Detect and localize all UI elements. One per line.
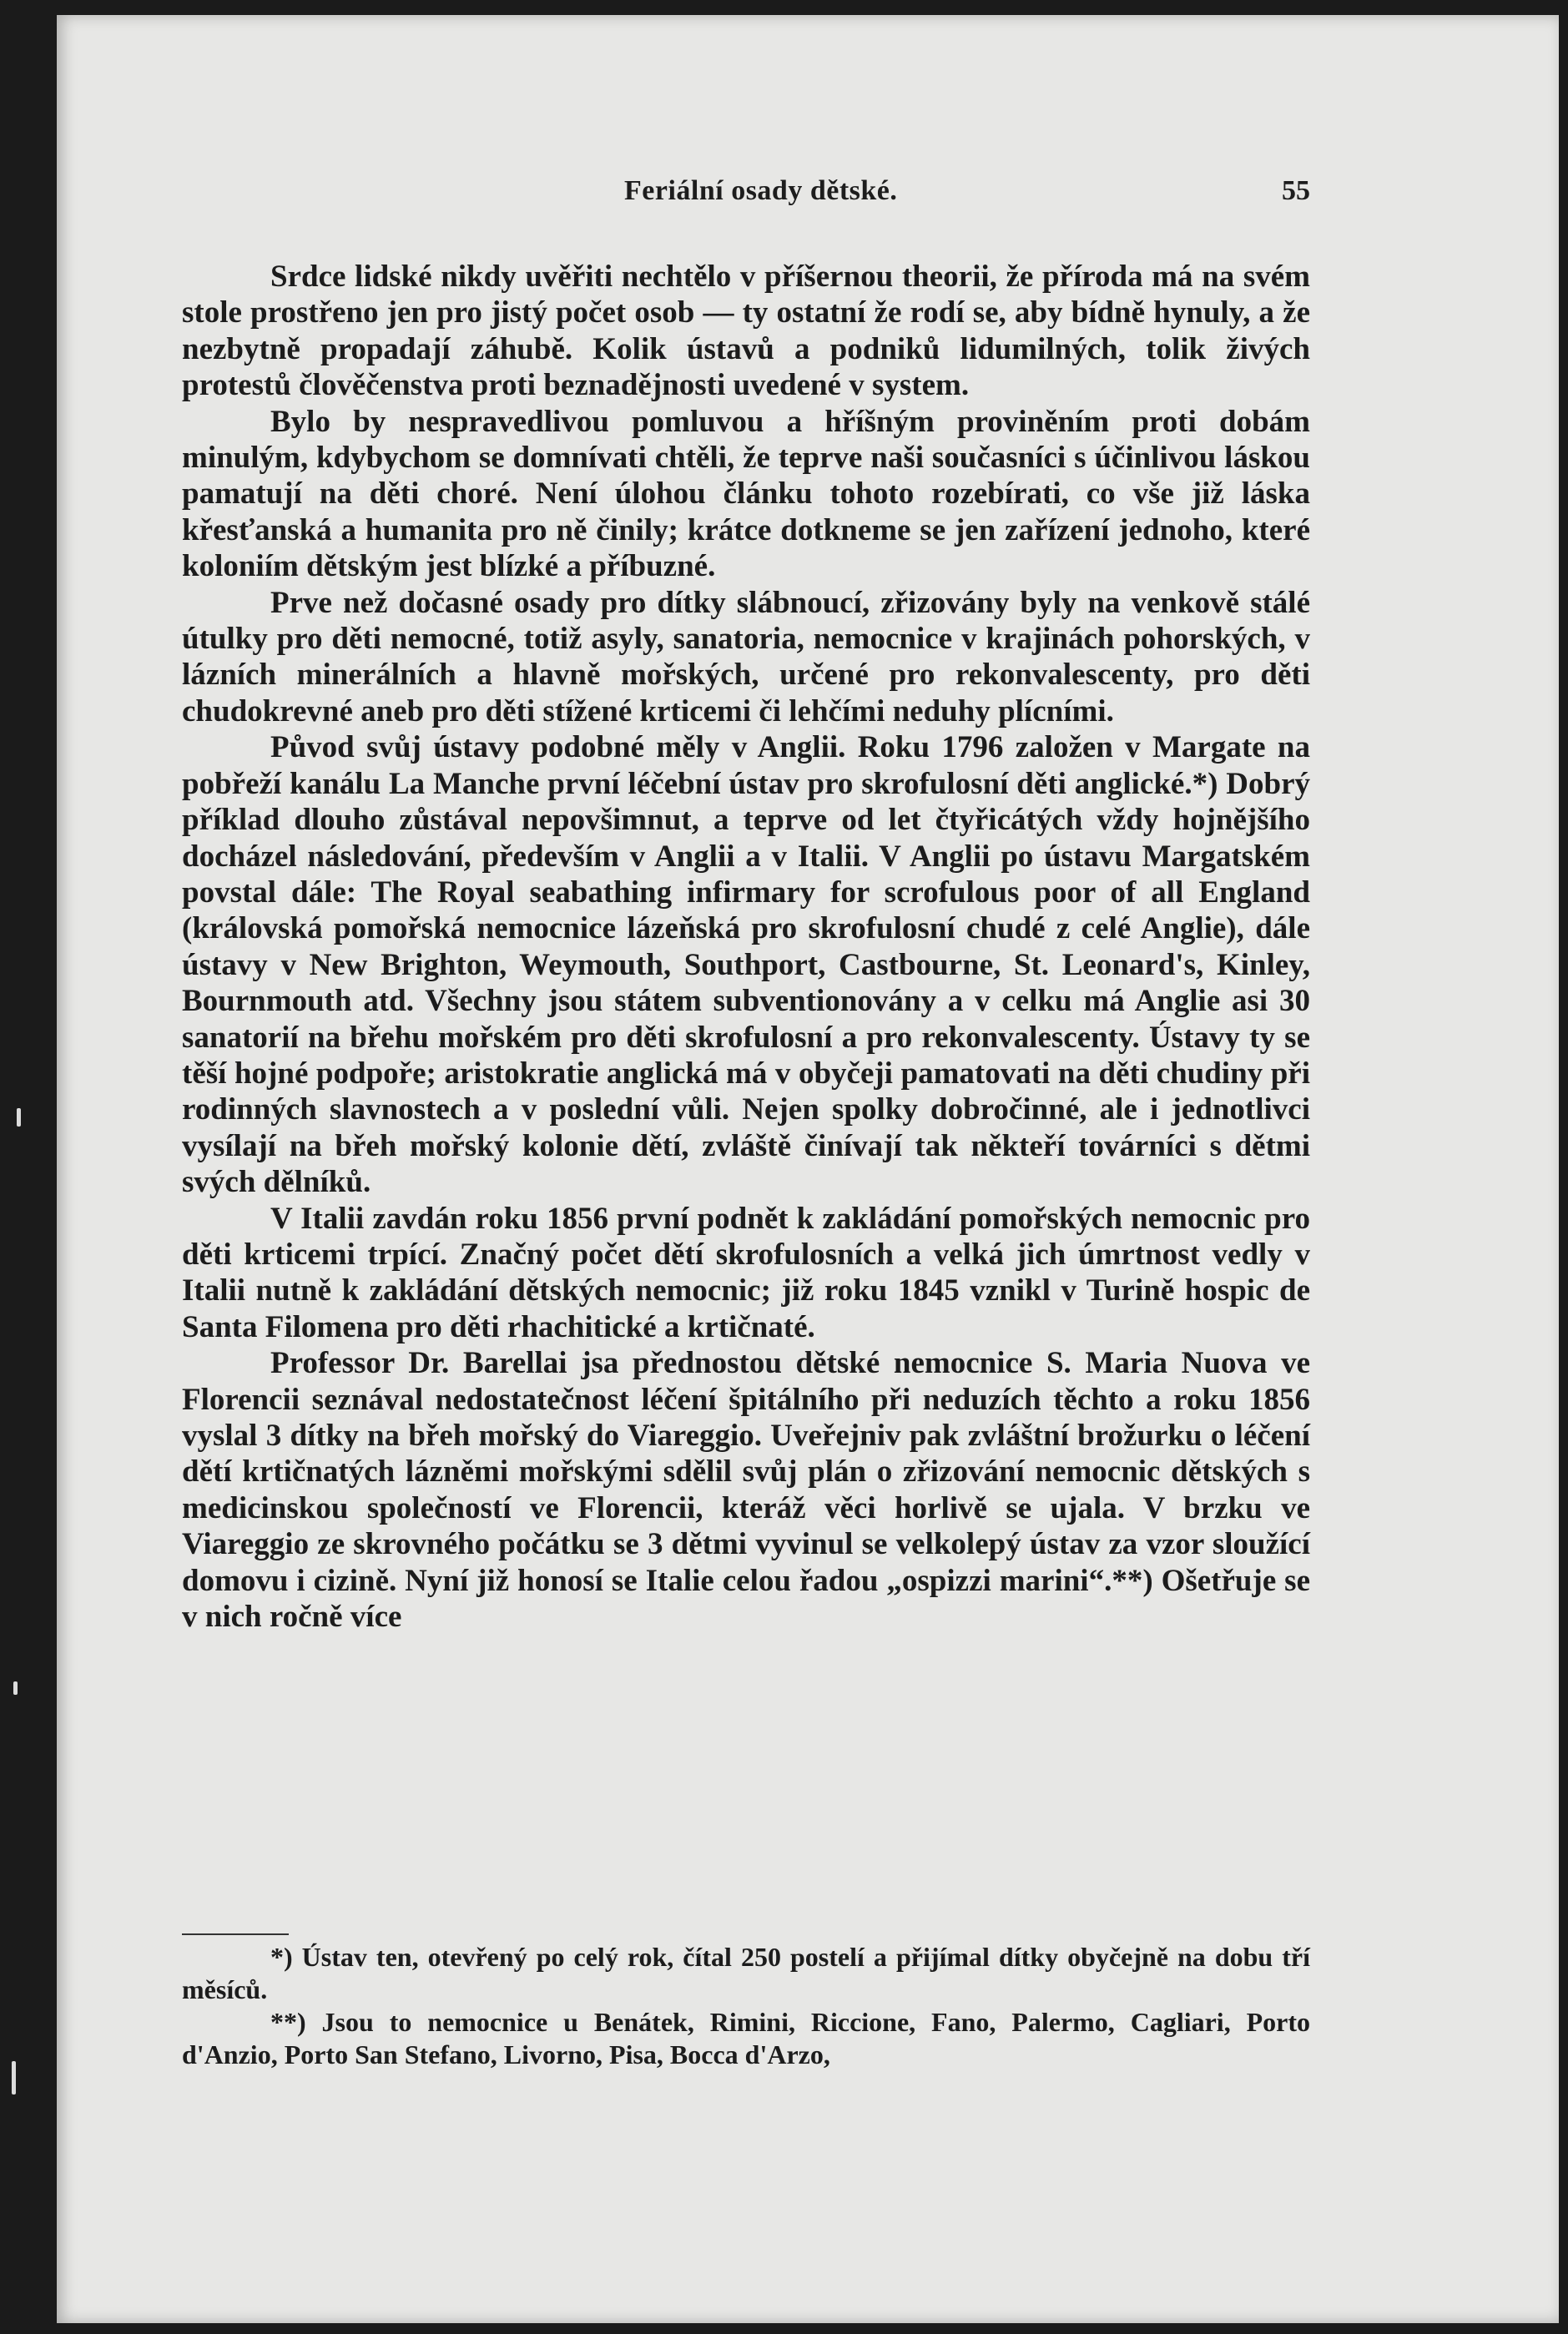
paragraph: Původ svůj ústavy podobné měly v Anglii. Roku 1796 založen v Margate na pobřeží kanálu La Manche první léčební ústav pro skrofulosní děti anglické.*) Dobrý příklad dlouho zůstával nepovšimnut, a teprve od let čtyřicátých vždy hojnějšího docházel následování, především v Anglii a v Italii. V Anglii po ústavu Margatském povstal dále: The Royal seabathing infirmary for scrofulous poor of all England (královská pomořská nemocnice lázeňská pro skrofulosní chudé z celé Anglie), dále ústavy v New Brighton, Weymouth, Southport, Castbourne, St. Leonard's, Kinley, Bournmouth atd. Všechny jsou státem subventionovány a v celku má Anglie asi 30 sanatorií na břehu mořském pro děti skrofulosní a pro rekonvalescenty. Ústavy ty se těší hojné podpoře; aristokratie anglická má v obyčeji pamatovati na děti chudiny při rodinných slavnostech a v poslední vůli. Nejen spolky dobročinné, ale i jednotlivci vysílají na břeh mořský kolonie dětí, zvláště činívají tak někteří továrníci s dětmi svých dělníků. [182,730,1310,1200]
paragraph: Professor Dr. Barellai jsa přednostou dětské nemocnice S. Maria Nuova ve Florencii seznával nedostatečnost léčení špitálního při neduzích těchto a roku 1856 vyslal 3 dítky na břeh mořský do Viareggio. Uveřejniv pak zvláštní brožurku o léčení dětí krtičnatých lázněmi mořskými sdělil svůj plán o zřizování nemocnic dětských s medicinskou společností ve Florencii, kteráž věci horlivě se ujala. V brzku ve Viareggio ze skrovného počátku se 3 dětmi vyvinul se velkolepý ústav za vzor sloužící domovu i cizině. Nyní již honosí se Italie celou řadou „ospizzi marini“.**) Ošetřuje se v nich ročně více [182,1346,1310,1635]
footnotes [182,1941,1310,2071]
paragraph: Srdce lidské nikdy uvěřiti nechtělo v příšernou theorii, že příroda má na svém stole prostřeno jen pro jistý počet osob — ty ostatní že rodí se, aby bídně hynuly, a že nezbytně propadají záhubě. Kolik ústavů a podniků lidumilných, tolik živých protestů člověčenstva proti beznadějnosti uvedené v system. [182,260,1310,403]
chapter-title: Feriální osady dětské. [624,175,898,206]
running-header [182,175,1310,217]
gutter-mark [13,1681,18,1695]
page-number: 55 [1282,175,1310,206]
paragraph: Prve než dočasné osady pro dítky slábnoucí, zřizovány byly na venkově stálé útulky pro děti nemocné, totiž asyly, sanatoria, nemocnice v krajinách pohorských, v lázních minerálních a hlavně mořských, určené pro rekonvalescenty, pro děti chudokrevné aneb pro děti stížené krticemi či lehčími neduhy plícními. [182,585,1310,728]
gutter-mark [12,2061,16,2095]
footnote: **) Jsou to nemocnice u Benátek, Rimini, Riccione, Fano, Palermo, Cagliari, Porto d'Anzio, Porto San Stefano, Livorno, Pisa, Bocca d'Arzo, [182,2007,1310,2069]
paragraph: Bylo by nespravedlivou pomluvou a hříšným proviněním proti dobám minulým, kdybychom se domnívati chtěli, že teprve naši současníci s účinlivou láskou pamatují na děti choré. Není úlohou článku tohoto rozebírati, co vše již láska křesťanská a humanita pro ně činily; krátce dotkneme se jen zařízení jednoho, které koloniím dětským jest blízké a příbuzné. [182,404,1310,584]
main-text [182,259,1310,1635]
footnote-rule [182,1933,289,1935]
binding-gutter [0,0,57,2334]
gutter-mark [17,1108,21,1127]
footnote: *) Ústav ten, otevřený po celý rok, čítal 250 postelí a přijímal dítky obyčejně na dobu tří měsíců. [182,1942,1310,2004]
paragraph: V Italii zavdán roku 1856 první podnět k zakládání pomořských nemocnic pro děti krticemi trpící. Značný počet dětí skrofulosních a velká jich úmrtnost vedly v Italii nutně k zakládání dětských nemocnic; již roku 1845 vznikl v Turině hospic de Santa Filomena pro děti rhachitické a krtičnaté. [182,1201,1310,1344]
